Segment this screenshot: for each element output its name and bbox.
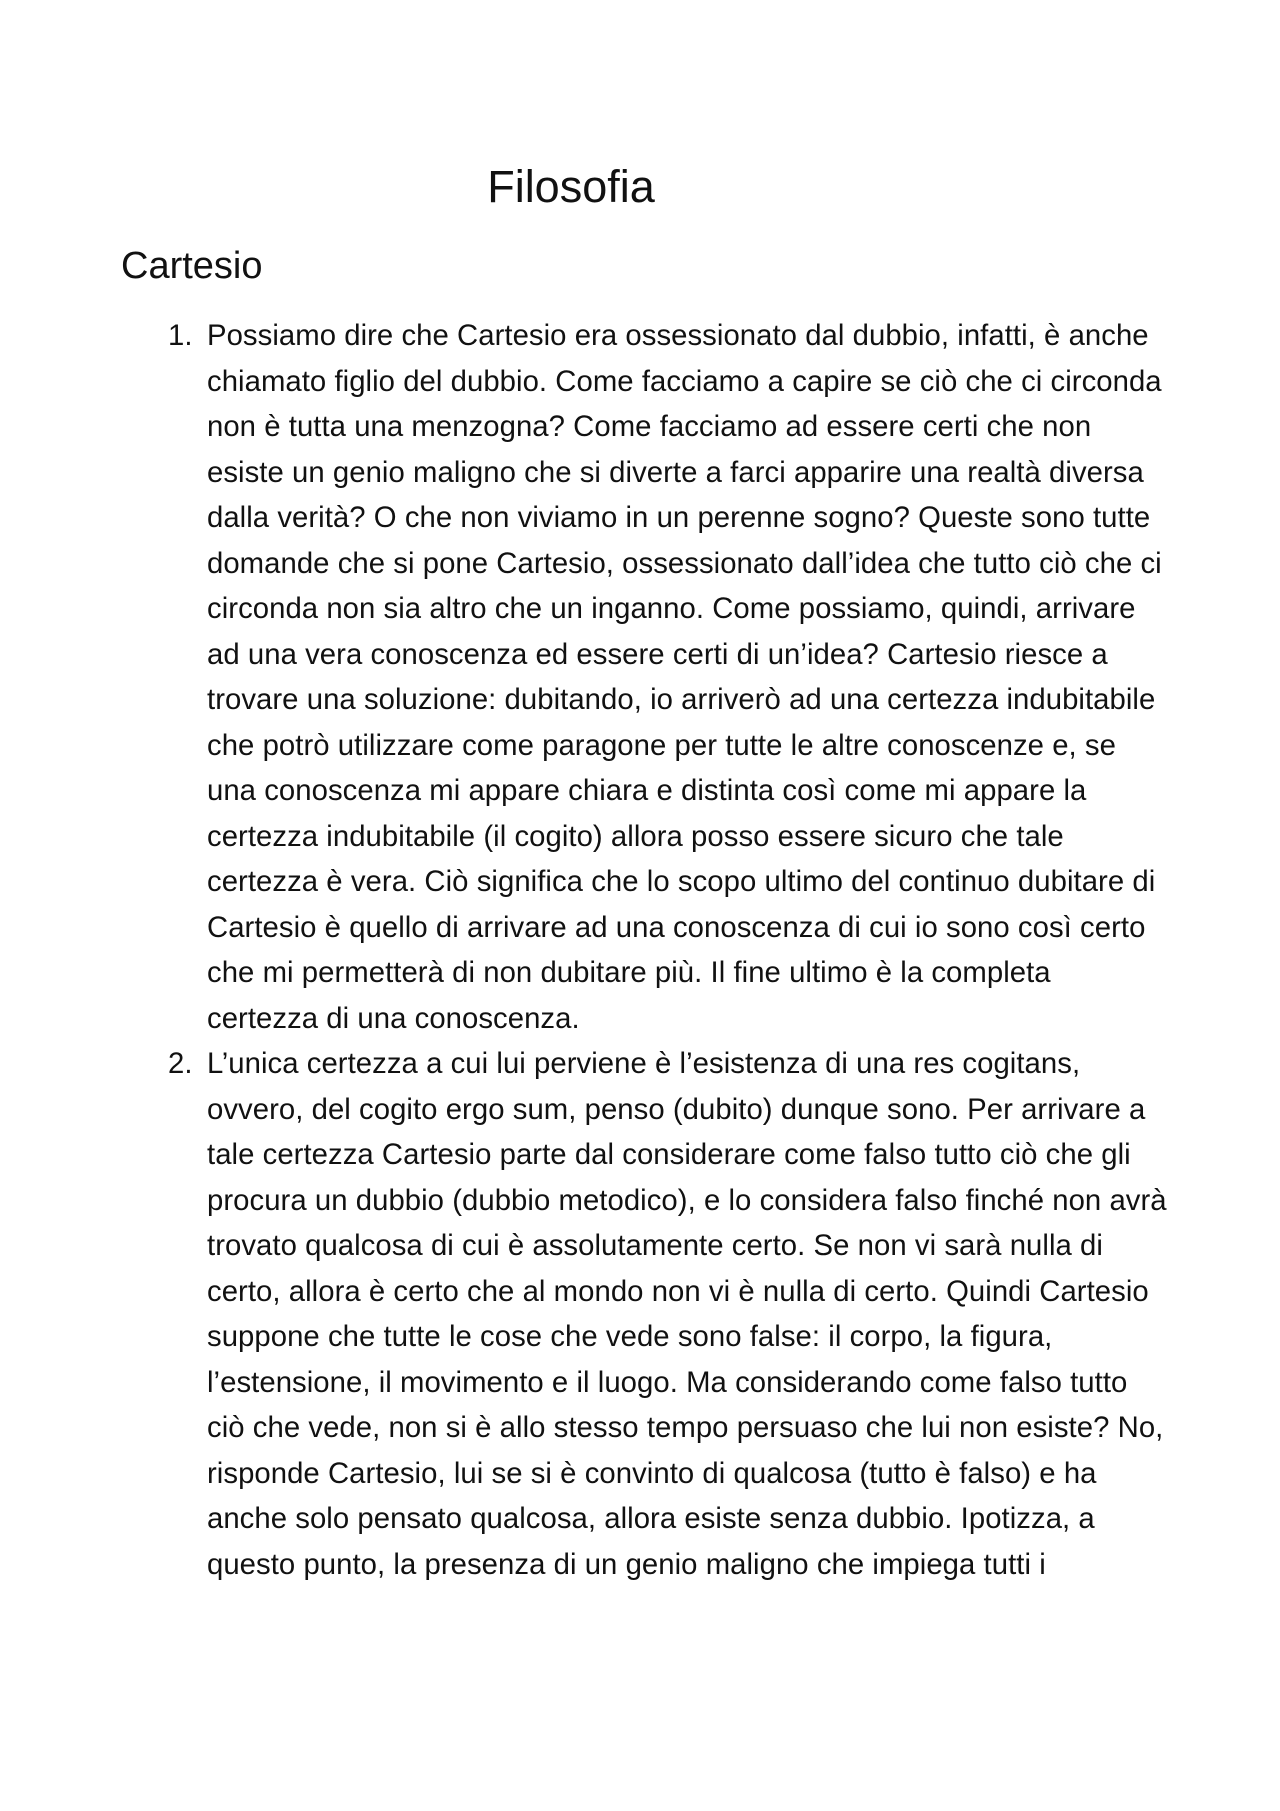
list-item-text: Possiamo dire che Cartesio era ossessionato dal dubbio, infatti, è anche chiamato figlio del dubbio. Come facciamo a capire se ciò che ci circonda non è tutta una menzogna? Come facciamo ad essere certi che non esiste un genio maligno che si diverte a farci apparire una realtà diversa dalla verità? O che non viviamo in un perenne sogno? Queste sono tutte domande che si pone Cartesio, ossessionato dall’idea che tutto ciò che ci circonda non sia altro che un inganno. Come possiamo, quindi, arrivare ad una vera conoscenza ed essere certi di un’idea? Cartesio riesce a trovare una soluzione: dubitando, io arriverò ad una certezza indubitabile che potrò utilizzare come paragone per tutte le altre conoscenze e, se una conoscenza mi appare chiara e distinta così come mi appare la certezza indubitabile (il cogito) allora posso essere sicuro che tale certezza è vera. Ciò significa che lo scopo ultimo del continuo dubitare di Cartesio è quello di arrivare ad una conoscenza di cui io sono così certo che mi permetterà di non dubitare più. Il fine ultimo è la completa certezza di una conoscenza. [207, 319, 1162, 1035]
document-title: Filosofia [487, 161, 655, 212]
list-item-number: 2. [168, 1047, 193, 1080]
list-item-text: L’unica certezza a cui lui perviene è l’esistenza di una res cogitans, ovvero, del cogito ergo sum, penso (dubito) dunque sono. Per arrivare a tale certezza Cartesio parte dal considerare come falso tutto ciò che gli procura un dubbio (dubbio metodico), e lo considera falso finché non avrà trovato qualcosa di cui è assolutamente certo. Se non vi sarà nulla di certo, allora è certo che al mondo non vi è nulla di certo. Quindi Cartesio suppone che tutte le cose che vede sono false: il corpo, la figura, l’estensione, il movimento e il luogo. Ma considerando come falso tutto ciò che vede, non si è allo stesso tempo persuaso che lui non esiste? No, risponde Cartesio, lui se si è convinto di qualcosa (tutto è falso) e ha anche solo pensato qualcosa, allora esiste senza dubbio. Ipotizza, a questo punto, la presenza di un genio maligno che impiega tutti i [207, 1047, 1167, 1581]
list-item [0, 1041, 1280, 1587]
list-item-number: 1. [168, 319, 193, 352]
section-heading: Cartesio [121, 245, 263, 287]
list-item [0, 313, 1280, 1041]
numbered-list [0, 313, 1280, 1587]
